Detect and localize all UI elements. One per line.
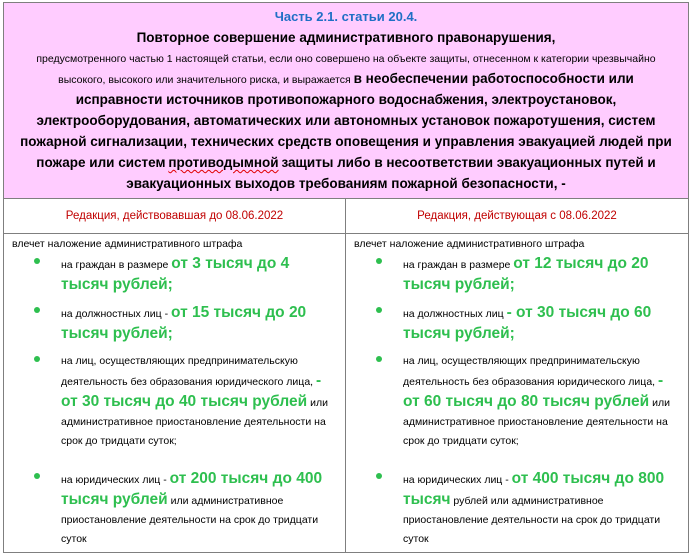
item-text: на лиц, осуществляющих предпринимательскую деятельность без образования юридического лица, (61, 355, 316, 388)
item-text: на должностных лиц - (61, 308, 171, 320)
description-plain: предусмотренного частью 1 настоящей статьи, если оно совершено на объекте защиты, отнесенном к категории чрезвычайно высокого, высокого или значительного риска, и выражается (36, 53, 656, 86)
column-intro: влечет наложение административного штрафа (12, 238, 243, 250)
bullet-icon (34, 307, 40, 313)
list-item (4, 466, 345, 545)
item-text: на лиц, осуществляющих предпринимательскую деятельность без образования юридического лица, (403, 355, 658, 388)
item-text: на граждан в размере (61, 259, 172, 271)
item-amount: от 12 тысяч до 20 тысяч рублей; (403, 255, 649, 293)
list-item (4, 349, 345, 466)
bullet-icon (34, 356, 40, 362)
item-amount: от 200 тысяч до 400 тысяч рублей (61, 470, 323, 508)
item-amount: от 3 тысяч до 4 тысяч рублей; (61, 255, 290, 293)
penalty-list (4, 251, 345, 545)
list-item (4, 251, 345, 300)
column-heading: Редакция, действующая с 08.06.2022 (346, 199, 688, 234)
list-item (4, 300, 345, 349)
description-lead: Повторное совершение административного правонарушения, (136, 30, 556, 45)
column-heading: Редакция, действовавшая до 08.06.2022 (4, 199, 345, 234)
item-amount: от 15 тысяч до 20 тысяч рублей; (61, 304, 307, 342)
item-text: на граждан в размере (403, 259, 514, 271)
penalty-list (346, 251, 688, 545)
column-old-edition (4, 199, 346, 552)
item-amount: - от 30 тысяч до 60 тысяч рублей; (403, 304, 652, 342)
article-description (18, 28, 674, 195)
item-text: на должностных лиц (403, 308, 507, 320)
item-amount: - от 30 тысяч до 40 тысяч рублей (61, 372, 322, 410)
list-item (346, 300, 688, 349)
description-bold-b: защиты либо в несоответствии эвакуационных путей и эвакуационных выходов требованиям пожарной безопасности, - (126, 155, 656, 191)
list-item (346, 466, 688, 545)
item-text-after: или административное приостановление деятельности на срок до тридцати суток (61, 495, 319, 545)
item-amount: от 400 тысяч до 800 тысяч (403, 470, 665, 508)
bullet-icon (376, 258, 382, 264)
description-bold-a: в необеспечении работоспособности или исправности источников противопожарного водоснабжения, электроустановок, электрооборудования, автоматических или автономных установок пожаротушения, систем пожарной сигнализации, технических средств оповещения и управления эвакуацией людей при пожаре или систем (20, 71, 672, 170)
item-text: на юридических лиц - (403, 474, 512, 486)
list-item (346, 251, 688, 300)
item-text-after: или административное приостановление деятельности на срок до тридцати суток; (403, 397, 670, 447)
bullet-icon (34, 473, 40, 479)
comparison-table (3, 2, 689, 553)
bullet-icon (376, 473, 382, 479)
article-title: Часть 2.1. статьи 20.4. (274, 9, 418, 24)
description-spellcheck-word: противодымной (168, 155, 279, 170)
item-text-after: или административное приостановление деятельности на срок до тридцати суток; (61, 397, 328, 447)
column-intro: влечет наложение административного штрафа (354, 238, 585, 250)
article-header (4, 3, 688, 199)
item-text: на юридических лиц - (61, 474, 170, 486)
bullet-icon (376, 356, 382, 362)
item-amount: - от 60 тысяч до 80 тысяч рублей (403, 372, 664, 410)
column-new-edition (346, 199, 688, 552)
bullet-icon (376, 307, 382, 313)
list-item (346, 349, 688, 466)
item-text-after: рублей или административное приостановление деятельности на срок до тридцати суток (403, 495, 661, 545)
bullet-icon (34, 258, 40, 264)
